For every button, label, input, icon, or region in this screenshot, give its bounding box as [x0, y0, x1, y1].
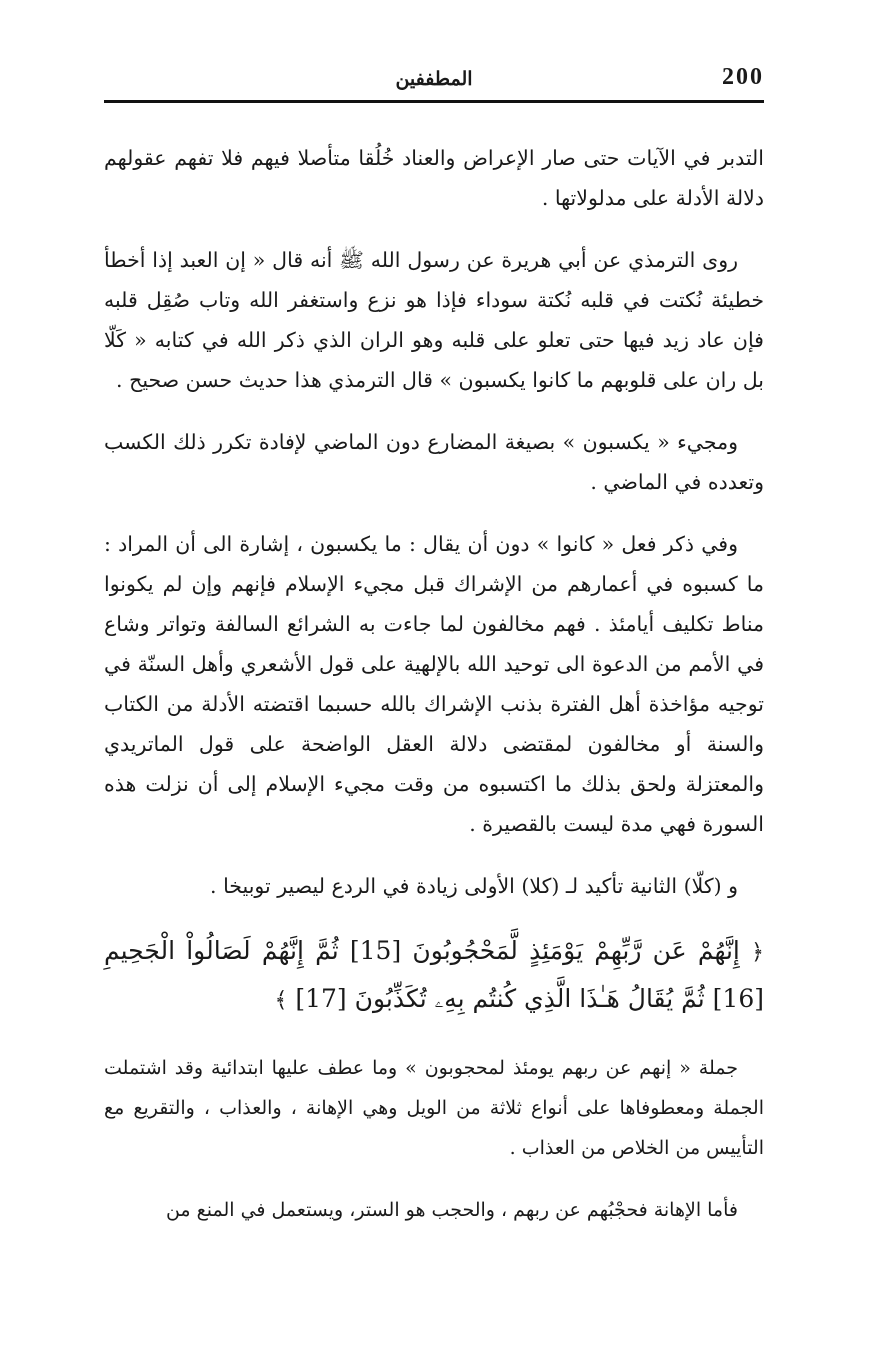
paragraph: و (كلّا) الثانية تأكيد لـ (كلا) الأولى زيادة في الردع ليصير توبيخا . — [210, 874, 738, 898]
paragraph: روى الترمذي عن أبي هريرة عن رسول الله ﷺ أنه قال « إن العبد إذا أخطأ خطيئة نُكتت في قلبه نُكتة سوداء فإذا هو نزع واستغفر الله وتاب صُقِل قلبه فإن عاد زيد فيها حتى تعلو على قلبه وهو الران الذي ذكر الله في كتابه « كَلّا بل ران على قلوبهم ما كانوا يكسبون » قال الترمذي هذا حديث حسن صحيح . — [104, 248, 764, 392]
running-title: المطففين — [395, 68, 473, 90]
paragraph: وفي ذكر فعل « كانوا » دون أن يقال : ما يكسبون ، إشارة الى أن المراد : ما كسبوه في أعمارهم من الإشراك قبل مجيء الإسلام فإنهم وإن لم يكونوا مناط تكليف أيامئذ . فهم مخالفون لما جاءت به الشرائع السالفة وتواتر وشاع في الأمم من الدعوة الى توحيد الله بالإلهية على قول الأشعري وأهل السنّة في توجيه مؤاخذة أهل الفترة بذنب الإشراك بالله حسبما اقتضته الأدلة من الكتاب والسنة أو مخالفون لمقتضى دلالة العقل الواضحة على قول الماتريدي والمعتزلة ولحق بذلك ما اكتسبوه من وقت مجيء الإسلام إلى أن نزلت هذه السورة فهي مدة ليست بالقصيرة . — [104, 532, 764, 836]
quran-verse — [104, 928, 764, 1024]
page-header — [104, 58, 764, 100]
paragraph: جملة « إنهم عن ربهم يومئذ لمحجوبون » وما عطف عليها ابتدائية وقد اشتملت الجملة ومعطوفاها على أنواع ثلاثة من الويل وهي الإهانة ، والعذاب ، والتقريع مع التأييس من الخلاص من العذاب . — [104, 1057, 764, 1159]
page-number: 200 — [722, 64, 764, 90]
paragraph: فأما الإهانة فحجْبُهم عن ربهم ، والحجب هو الستر، ويستعمل في المنع من — [165, 1199, 738, 1221]
paragraph: ومجيء « يكسبون » بصيغة المضارع دون الماضي لإفادة تكرر ذلك الكسب وتعدده في الماضي . — [104, 430, 764, 494]
verse-close-ornament: ﴾ — [274, 988, 288, 1013]
header-rule — [104, 100, 764, 103]
page-body — [104, 138, 764, 1252]
verse-open-ornament: ﴿ — [751, 940, 764, 965]
paragraph: التدبر في الآيات حتى صار الإعراض والعناد خُلُقا متأصلا فيهم فلا تفهم عقولهم دلالة الأدلة على مدلولاتها . — [104, 146, 764, 210]
verse-text: إِنَّهُمْ عَن رَّبِّهِمْ يَوْمَئِذٍ لَّمَحْجُوبُونَ [15] ثُمَّ إِنَّهُمْ لَصَالُواْ الْجَحِيمِ [16] ثُمَّ يُقَالُ هَـٰذَا الَّذِي كُنتُم بِهِۦ تُكَذِّبُونَ [17] — [104, 936, 764, 1013]
